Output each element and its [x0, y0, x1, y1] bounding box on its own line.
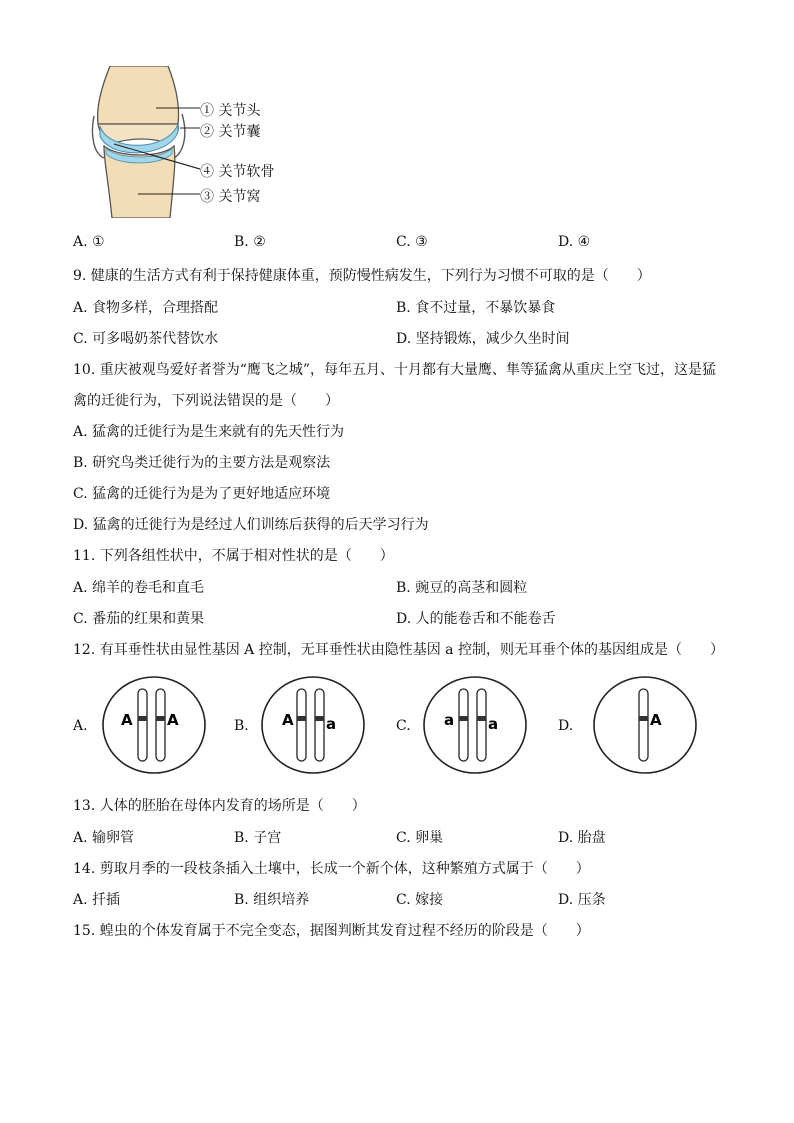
- q12-cell-c-left-gene: a: [444, 711, 455, 729]
- q12-cell-c: [422, 675, 528, 775]
- q11-option-d: D. 人的能卷舌和不能卷舌: [396, 611, 556, 627]
- q8-option-d: D. ④: [558, 234, 591, 250]
- q8-option-b: B. ②: [234, 234, 266, 250]
- q12-cell-a: [101, 675, 207, 775]
- q12-option-b-letter: B.: [234, 718, 249, 734]
- q12-stem: 12. 有耳垂性状由显性基因 A 控制，无耳垂性状由隐性基因 a 控制，则无耳垂个体的基因组成是（ ）: [73, 642, 724, 658]
- q9-option-a: A. 食物多样，合理搭配: [73, 300, 219, 316]
- q10-stem-line1: 10. 重庆被观鸟爱好者誉为“鹰飞之城”，每年五月、十月都有大量鹰、隼等猛禽从重庆上空飞过，这是猛: [73, 362, 717, 378]
- joint-label-cartilage: ④ 关节软骨: [200, 164, 275, 180]
- q8-option-a: A. ①: [73, 234, 105, 250]
- q9-stem: 9. 健康的生活方式有利于保持健康体重，预防慢性病发生，下列行为习惯不可取的是（ ）: [73, 268, 651, 284]
- q15-stem: 15. 蝗虫的个体发育属于不完全变态，据图判断其发育过程不经历的阶段是（ ）: [73, 923, 590, 939]
- q14-option-d: D. 压条: [558, 892, 606, 908]
- q14-option-c: C. 嫁接: [396, 892, 444, 908]
- q11-stem: 11. 下列各组性状中，不属于相对性状的是（ ）: [73, 548, 394, 564]
- q11-option-b: B. 豌豆的高茎和圆粒: [396, 580, 528, 596]
- q12-cell-c-right-gene: a: [488, 715, 499, 733]
- q12-cell-b-left-gene: A: [282, 711, 294, 729]
- q12-cell-a-right-gene: A: [167, 711, 179, 729]
- q12-option-a-letter: A.: [73, 718, 88, 734]
- q14-option-b: B. 组织培养: [234, 892, 310, 908]
- joint-label-capsule: ② 关节囊: [200, 124, 261, 140]
- q13-stem: 13. 人体的胚胎在母体内发育的场所是（ ）: [73, 798, 366, 814]
- joint-label-socket: ③ 关节窝: [200, 189, 261, 205]
- q12-cell-b-right-gene: a: [326, 715, 337, 733]
- q8-option-c: C. ③: [396, 234, 428, 250]
- q10-option-b: B. 研究鸟类迁徙行为的主要方法是观察法: [73, 455, 331, 471]
- q10-option-d: D. 猛禽的迁徙行为是经过人们训练后获得的后天学习行为: [73, 517, 429, 533]
- q12-cell-d: [592, 675, 698, 775]
- q11-option-c: C. 番茄的红果和黄果: [73, 611, 205, 627]
- joint-label-head: ① 关节头: [200, 103, 261, 119]
- q12-cell-d-right-gene: A: [650, 711, 662, 729]
- q13-option-b: B. 子宫: [234, 830, 282, 846]
- q13-option-d: D. 胎盘: [558, 830, 606, 846]
- q14-option-a: A. 扦插: [73, 892, 121, 908]
- q9-option-b: B. 食不过量，不暴饮暴食: [396, 300, 556, 316]
- q12-cell-b: [260, 675, 366, 775]
- q12-option-d-letter: D.: [558, 718, 574, 734]
- q9-option-d: D. 坚持锻炼，减少久坐时间: [396, 331, 570, 347]
- q9-option-c: C. 可多喝奶茶代替饮水: [73, 331, 219, 347]
- q13-option-c: C. 卵巢: [396, 830, 444, 846]
- q10-stem-line2: 禽的迁徙行为，下列说法错误的是（ ）: [73, 393, 339, 409]
- q13-option-a: A. 输卵管: [73, 830, 135, 846]
- q12-option-c-letter: C.: [396, 718, 411, 734]
- q10-option-a: A. 猛禽的迁徙行为是生来就有的先天性行为: [73, 424, 345, 440]
- q12-cell-a-left-gene: A: [121, 711, 133, 729]
- q10-option-c: C. 猛禽的迁徙行为是为了更好地适应环境: [73, 486, 331, 502]
- q14-stem: 14. 剪取月季的一段枝条插入土壤中，长成一个新个体，这种繁殖方式属于（ ）: [73, 861, 590, 877]
- q11-option-a: A. 绵羊的卷毛和直毛: [73, 580, 205, 596]
